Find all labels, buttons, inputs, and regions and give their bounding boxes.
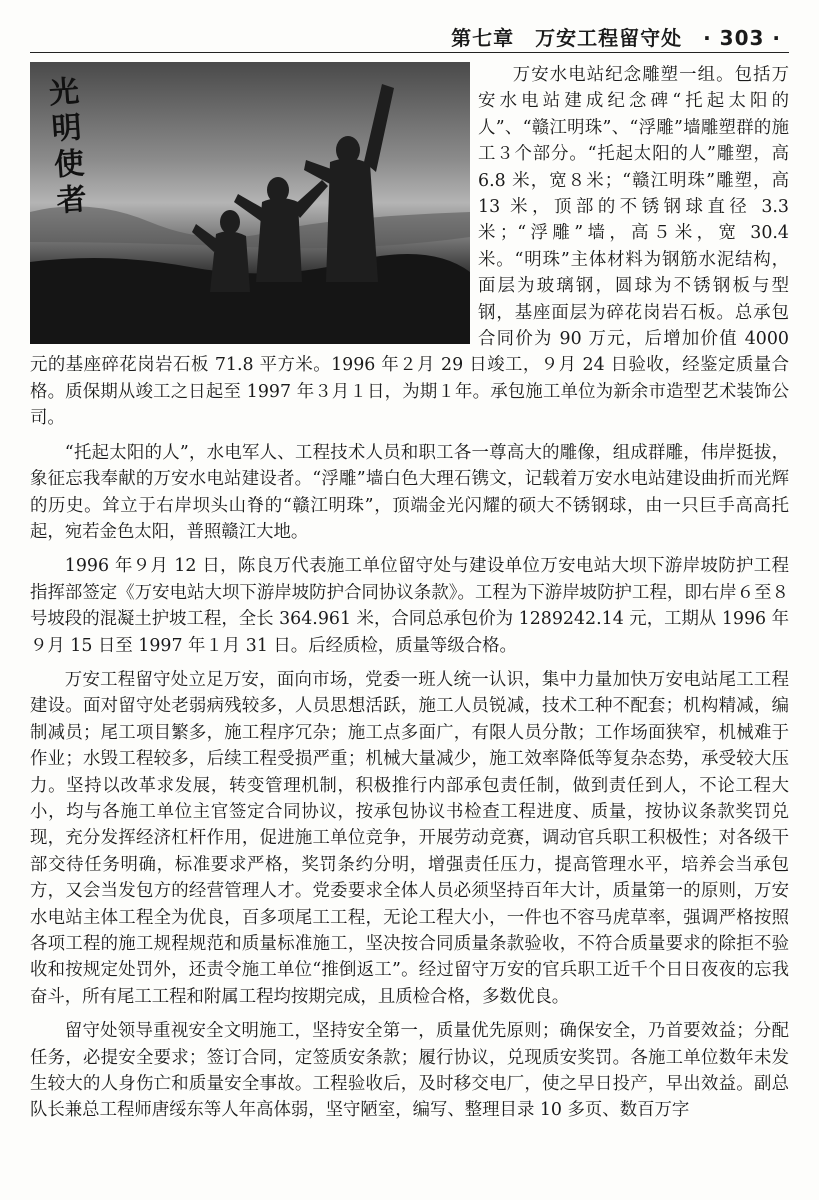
paragraph: “托起太阳的人”，水电军人、工程技术人员和职工各一尊高大的雕像，组成群雕，伟岸挺拔，象征忘我奉献的万安水电站建设者。“浮雕”墙白色大理石镌文，记载着万安水电站建设曲折而光辉的历史。耸立于右岸坝头山脊的“赣江明珠”，顶端金光闪耀的硕大不锈钢球，由一只巨手高高托起，宛若金色太阳，普照赣江大地。 bbox=[30, 442, 789, 542]
body-text bbox=[30, 62, 789, 1132]
photo-spacer bbox=[30, 62, 478, 352]
photo-caption: 光明使者 bbox=[42, 74, 87, 222]
paragraph: 万安水电站纪念雕塑一组。包括万安水电站建成纪念碑“托起太阳的人”、“赣江明珠”、“浮雕”墙雕塑群的施工３个部分。“托起太阳的人”雕塑，高 6.8 米，宽８米；“赣江明珠”雕塑，高 13 米，顶部的不锈钢球直径 3.3 米；“浮雕”墙，高５米，宽 30.4 米。“明珠”主体材料为钢筋水泥结构，面层为玻璃钢，圆球为不锈钢板与型钢，基座面层为碎花岗岩石板。总承包合同价为 90 万元，后增加价值 4000 元的基座碎花岗岩石板 71.8 平方米。1996 年２月 29 日竣工，９月 24 日验收，经鉴定质量合格。质保期从竣工之日起至 1997 年３月１日，为期１年。承包施工单位为新余市造型艺术装饰公司。 bbox=[30, 65, 789, 429]
paragraph: 1996 年９月 12 日，陈良万代表施工单位留守处与建设单位万安电站大坝下游岸坡防护工程指挥部签定《万安电站大坝下游岸坡防护合同协议条款》。工程为下游岸坡防护工程，即右岸６至８号坡段的混凝土护坡工程，全长 364.961 米，合同总承包价为 1289242.14 元，工期从 1996 年９月 15 日至 1997 年１月 31 日。后经质检，质量等级合格。 bbox=[30, 556, 789, 656]
paragraph: 留守处领导重视安全文明施工，坚持安全第一，质量优先原则；确保安全，乃首要效益；分配任务，必提安全要求；签订合同，定签质安条款；履行协议，兑现质安奖罚。各施工单位数年未发生较大的人身伤亡和质量安全事故。工程验收后，及时移交电厂，使之早日投产，早出效益。副总队长兼总工程师唐绥东等人年高体弱，坚守陋室，编写、整理目录 10 多页、数百万字 bbox=[30, 1021, 789, 1121]
paragraph: 万安工程留守处立足万安，面向市场，党委一班人统一认识，集中力量加快万安电站尾工工程建设。面对留守处老弱病残较多，人员思想活跃，施工人员锐减，技术工种不配套；机构精减，编制减员；尾工项目繁多，施工程序冗杂；施工点多面广，有限人员分散；工作场面狭窄，机械难于作业；水毁工程较多，后续工程受损严重；机械大量减少，施工效率降低等复杂态势，承受较大压力。坚持以改革求发展，转变管理机制，积极推行内部承包责任制，做到责任到人，不论工程大小，均与各施工单位主官签定合同协议，按承包协议书检查工程进度、质量，按协议条款奖罚兑现，充分发挥经济杠杆作用，促进施工单位竞争，开展劳动竞赛，调动官兵职工积极性；对各级干部交待任务明确，标准要求严格，奖罚条约分明，增强责任压力，提高管理水平，培养会当承包方，又会当发包方的经营管理人才。党委要求全体人员必须坚持百年大计，质量第一的原则，万安水电站主体工程全为优良，百多项尾工工程，无论工程大小，一件也不容马虎草率，强调严格按照各项工程的施工规程规范和质量标准施工，坚决按合同质量条款验收，不符合质量要求的除拒不验收和按规定处罚外，还责令施工单位“推倒返工”。经过留守万安的官兵职工近千个日日夜夜的忘我奋斗，所有尾工工程和附属工程均按期完成，且质检合格，多数优良。 bbox=[30, 669, 789, 1007]
running-header bbox=[30, 12, 789, 52]
header-title: 第七章 万安工程留守处 · 303 · bbox=[451, 26, 781, 50]
header-rule bbox=[30, 52, 789, 53]
